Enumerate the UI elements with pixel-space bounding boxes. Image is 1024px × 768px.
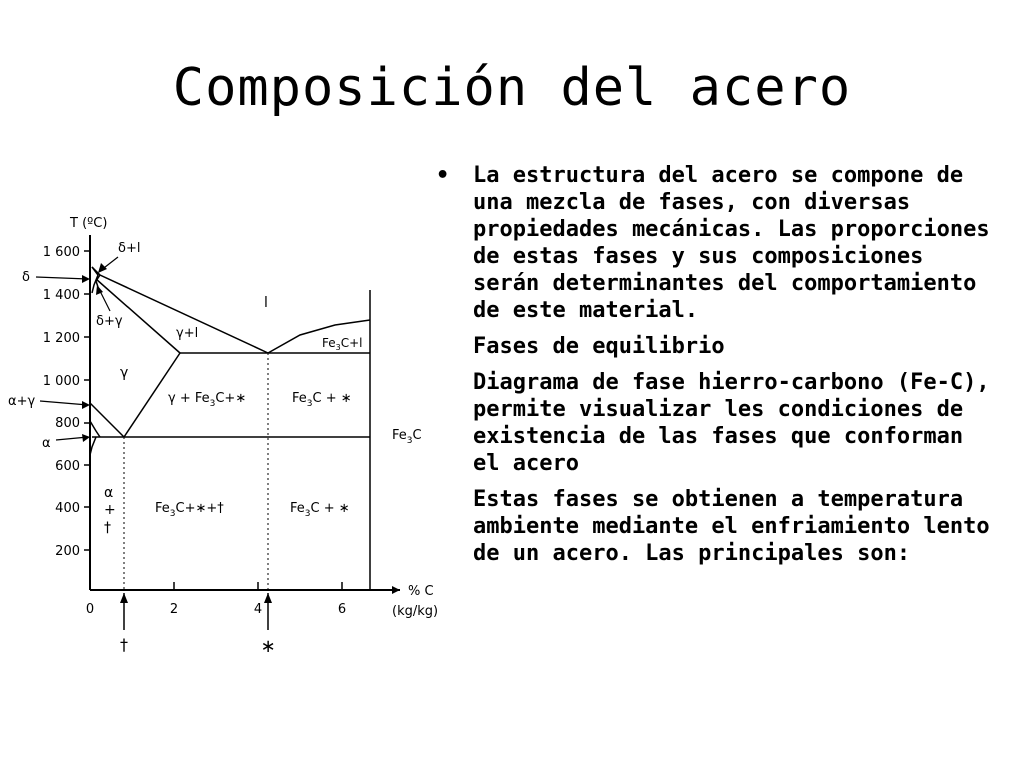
region-gamma-fe3c: $\gamma + Fe_3C+∗$ xyxy=(168,391,247,409)
annotation-arrows xyxy=(36,257,118,440)
y-tick-label: 200 xyxy=(55,544,80,559)
paragraph-equilibrium xyxy=(432,333,992,360)
y-tick-label: 800 xyxy=(55,416,80,431)
x-axis-label: % C xyxy=(408,584,434,599)
label-delta-liquid: δ+l xyxy=(118,241,141,256)
bullet-text-block xyxy=(432,162,992,576)
region-alpha-mix-3: † xyxy=(104,520,111,536)
x-tick-label: 0 xyxy=(85,602,95,617)
x-tick-label: 2 xyxy=(169,602,179,617)
x-tick-label: 6 xyxy=(337,602,347,617)
a3-line xyxy=(90,403,124,437)
y-tick-label: 1 200 xyxy=(42,331,80,346)
paragraph-text: La estructura del acero se compone de una mezcla de fases, con diversas propiedades mecánicas. Las proporciones de estas fases y sus composiciones serán determinantes del comportamiento de este material. xyxy=(473,163,990,323)
y-tick-label: 1 000 xyxy=(42,374,80,389)
bullet-dot: • xyxy=(436,163,450,188)
dotted-lines xyxy=(124,353,268,590)
label-delta: δ xyxy=(22,270,30,285)
label-alpha: α xyxy=(42,436,51,451)
paragraph-structure xyxy=(432,162,992,324)
x-tick-label: 4 xyxy=(253,602,263,617)
region-alpha-mix-1: α xyxy=(104,485,114,501)
region-fe3c-mix: $Fe_3C+∗+\dagger$ xyxy=(155,501,224,519)
paragraph-diagram xyxy=(432,369,992,477)
region-alpha-mix-2: + xyxy=(104,502,116,518)
x-tick-marks xyxy=(174,582,342,590)
label-delta-gamma: δ+γ xyxy=(96,314,123,329)
region-fe3c-star-2: $Fe_3C$ + ∗ xyxy=(290,501,350,519)
y-tick-label: 1 600 xyxy=(42,245,80,260)
paragraph-text: Diagrama de fase hierro-carbono (Fe-C), permite visualizar les condiciones de existencia de las fases que conforman el acero xyxy=(473,370,990,476)
label-alpha-gamma: α+γ xyxy=(8,394,36,409)
star-marker: ∗ xyxy=(260,636,276,657)
bottom-marker-arrows xyxy=(124,593,268,630)
iron-carbon-phase-diagram xyxy=(0,205,440,665)
y-tick-label: 400 xyxy=(55,501,80,516)
y-axis-label: T (ºC) xyxy=(70,216,108,231)
phase-boundaries xyxy=(90,267,370,590)
x-axis-label-units: (kg/kg) xyxy=(392,604,439,619)
region-gamma-liquid: γ+l xyxy=(176,326,199,341)
page-title: Composición del acero xyxy=(172,58,852,118)
label-fe3c: $Fe_3C$ xyxy=(392,428,422,446)
dagger-marker: † xyxy=(120,635,128,654)
region-gamma: γ xyxy=(120,365,129,381)
alpha-boundary xyxy=(90,421,100,437)
region-fe3c-star: $Fe_3C$ + ∗ xyxy=(292,391,352,409)
y-tick-label: 1 400 xyxy=(42,288,80,303)
paragraph-text: Estas fases se obtienen a temperatura ambiente mediante el enfriamiento lento de un acero. Las principales son: xyxy=(473,487,990,566)
y-tick-label: 600 xyxy=(55,459,80,474)
paragraph-phases xyxy=(432,486,992,567)
region-fe3c-liquid: $Fe_3C+l$ xyxy=(322,336,363,352)
region-liquid: l xyxy=(264,295,268,311)
paragraph-text: Fases de equilibrio xyxy=(473,334,725,359)
